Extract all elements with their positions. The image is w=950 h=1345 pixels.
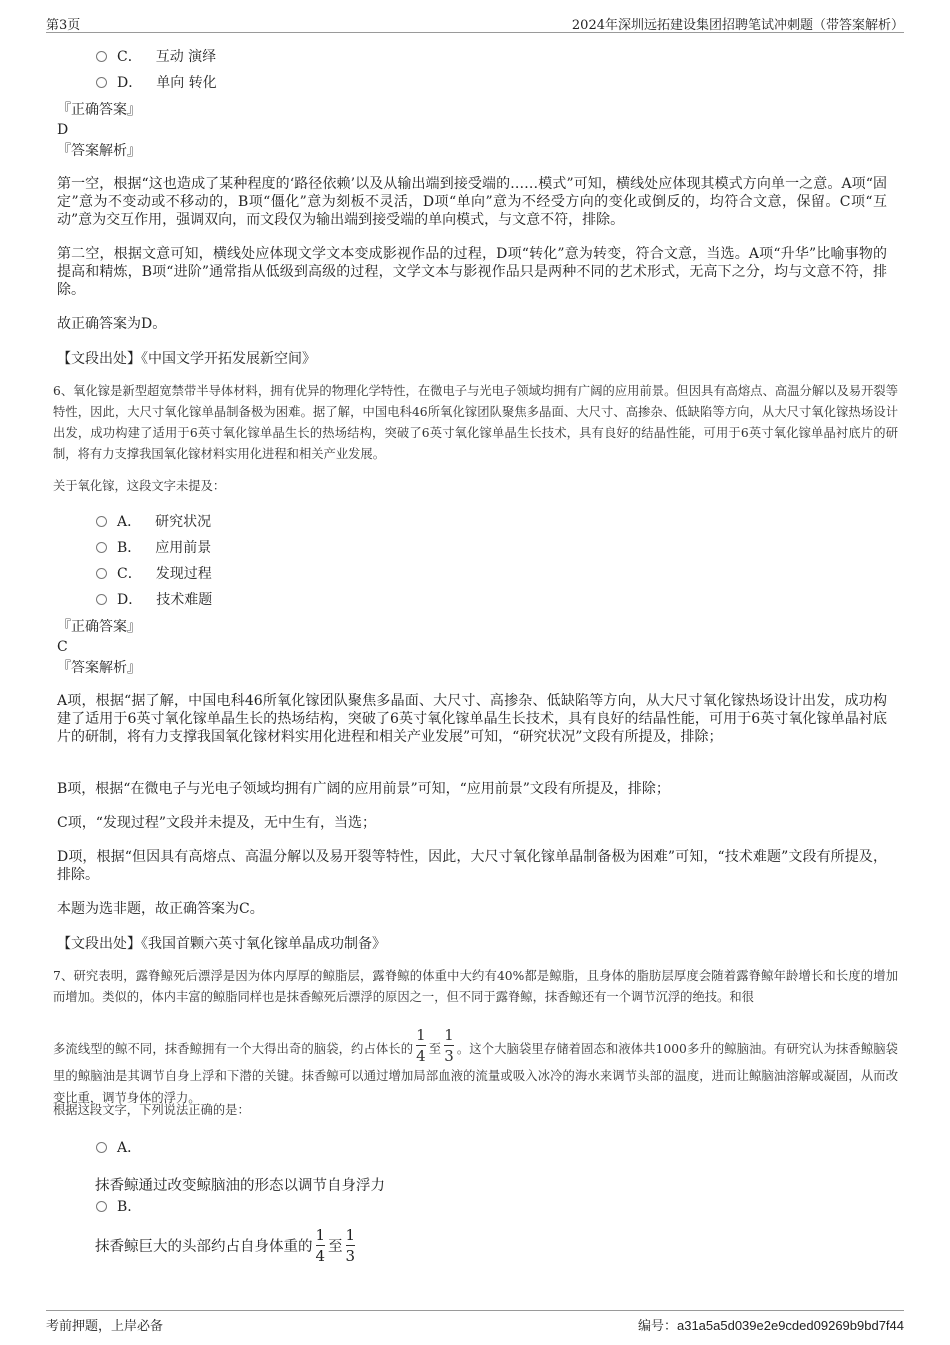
q7-option-b[interactable]: B. [96,1197,146,1217]
q6-option-b[interactable]: B． 应用前景 [96,538,211,558]
q6-analysis-paragraph: B项，根据“在微电子与光电子领域均拥有广阔的应用前景”可知，“应用前景”文段有所提及，排除； [57,781,670,797]
q6-option-d[interactable]: D． 技术难题 [96,590,212,610]
q6-analysis-label: 『答案解析』 [57,660,141,676]
document-title: 2024年深圳远拓建设集团招聘笔试冲刺题（带答案解析） [571,18,904,33]
fraction-one-quarter: $\frac{1}{4}$ [416,1026,426,1065]
radio-icon[interactable] [96,542,107,553]
q6-source: 【文段出处】《我国首颗六英寸氧化镓单晶成功制备》 [57,936,386,952]
page-header [46,12,904,33]
q6-option-c[interactable]: C． 发现过程 [96,564,212,584]
footer-slogan: 考前押题，上岸必备 [46,1319,164,1334]
q7-stem-continued: 多流线型的鲸不同，抹香鲸拥有一个大得出奇的脑袋，约占体长的 $\frac{1}{4}$ 至 $\frac{1}{3}$ 。这个大脑袋里存储着固态和液体共1000多升的鲸脑油。有研究认为抹香鲸脑袋里的鲸脑油是其调节自身上浮和下潜的关键。抹香鲸可以通过增加局部血液的流量或吸入冰冷的海水来调节头部的温度，进而让鲸脑油溶解或凝固，从而改变比重，调节身体的浮力。 [53,1026,898,1105]
radio-icon[interactable] [96,51,107,62]
q7-option-a[interactable]: A． [96,1138,155,1158]
q6-question: 关于氧化镓，这段文字未提及： [53,479,226,493]
q6-analysis-paragraph: A项，根据“据了解，中国电科46所氧化镓团队聚焦多晶面、大尺寸、高掺杂、低缺陷等方向，从大尺寸氧化镓热场设计出发，成功构建了适用于6英寸氧化镓单晶生长的热场结构，突破了6英寸氧化镓单晶生长技术，具有良好的结晶性能，可用于6英寸氧化镓单晶衬底片的研制，将有力支撑我国氧化镓材料实用化进程和相关产业发展”可知，“研究状况”文段有所提及，排除； [57,693,887,745]
q6-answer: C [57,639,68,655]
q7-question: 根据这段文字，下列说法正确的是： [53,1103,250,1117]
fraction-one-third: $\frac{1}{3}$ [444,1026,454,1065]
q6-answer-label: 『正确答案』 [57,619,141,635]
q6-analysis-paragraph: D项，根据“但因具有高熔点、高温分解以及易开裂等特性，因此，大尺寸氧化镓单晶制备极为困难”可知，“技术难题”文段有所提及，排除。 [57,849,887,883]
radio-icon[interactable] [96,1142,107,1153]
q5-conclusion: 故正确答案为D。 [57,316,167,332]
page-footer [46,1310,904,1335]
radio-icon[interactable] [96,516,107,527]
q5-source: 【文段出处】《中国文学开拓发展新空间》 [57,351,316,367]
q6-option-a[interactable]: A． 研究状况 [96,512,211,532]
q6-stem: 6、氧化镓是新型超宽禁带半导体材料，拥有优异的物理化学特性，在微电子与光电子领域均拥有广阔的应用前景。但因具有高熔点、高温分解以及易开裂等特性，因此，大尺寸氧化镓单晶制备极为困难。据了解，中国电科46所氧化镓团队聚焦多晶面、大尺寸、高掺杂、低缺陷等方向，从大尺寸氧化镓热场设计出发，成功构建了适用于6英寸氧化镓单晶生长的热场结构，突破了6英寸氧化镓单晶生长技术，具有良好的结晶性能，可用于6英寸氧化镓单晶衬底片的研制，将有力支撑我国氧化镓材料实用化进程和相关产业发展。 [53,384,898,461]
q7-stem-start: 7、研究表明，露脊鲸死后漂浮是因为体内厚厚的鲸脂层，露脊鲸的体重中大约有40%都是鲸脂，且身体的脂肪层厚度会随着露脊鲸年龄增长和长度的增加而增加。类似的，体内丰富的鲸脂同样也是抹香鲸死后漂浮的原因之一，但不同于露脊鲸，抹香鲸还有一个调节沉浮的绝技。和很 [53,969,898,1004]
q7-option-b-text: 抹香鲸巨大的头部约占自身体重的 $\frac{1}{4}$ 至 $\frac{1}{3}$ [95,1226,356,1265]
q5-answer: D [57,122,69,138]
document-code: 编号：a31a5a5d039e2e9cded09269b9bd7f44 [637,1318,904,1334]
fraction-one-quarter: $\frac{1}{4}$ [315,1226,326,1265]
q5-analysis-paragraph: 第一空，根据“这也造成了某种程度的‘路径依赖’以及从输出端到接受端的……模式”可知，横线处应体现其模式方向单一之意。A项“固定”意为不变动或不移动的，B项“僵化”意为刻板不灵活，D项“单向”意为不经受方向的变化或倒反的，均符合文意，保留。C项“互动”意为交互作用，强调双向，而文段仅为输出端到接受端的单向模式，与文意不符，排除。 [57,176,887,228]
radio-icon[interactable] [96,594,107,605]
radio-icon[interactable] [96,568,107,579]
q6-analysis-paragraph: C项，“发现过程”文段并未提及，无中生有，当选； [57,815,377,831]
q5-analysis-label: 『答案解析』 [57,143,141,159]
q5-option-c[interactable]: C． 互动 演绎 [96,47,216,67]
fraction-one-third: $\frac{1}{3}$ [345,1226,356,1265]
q5-analysis-paragraph: 第二空，根据文意可知，横线处应体现文学文本变成影视作品的过程，D项“转化”意为转变，符合文意，当选。A项“升华”比喻事物的提高和精炼，B项“进阶”通常指从低级到高级的过程，文学文本与影视作品只是两种不同的艺术形式，无高下之分，均与文意不符，排除。 [57,246,887,298]
q7-option-a-text: 抹香鲸通过改变鲸脑油的形态以调节自身浮力 [95,1178,385,1194]
radio-icon[interactable] [96,77,107,88]
radio-icon[interactable] [96,1201,107,1212]
page-number: 第3页 [46,18,81,33]
q5-answer-label: 『正确答案』 [57,102,141,118]
q5-option-d[interactable]: D． 单向 转化 [96,73,217,93]
q6-conclusion: 本题为选非题，故正确答案为C。 [57,901,264,917]
